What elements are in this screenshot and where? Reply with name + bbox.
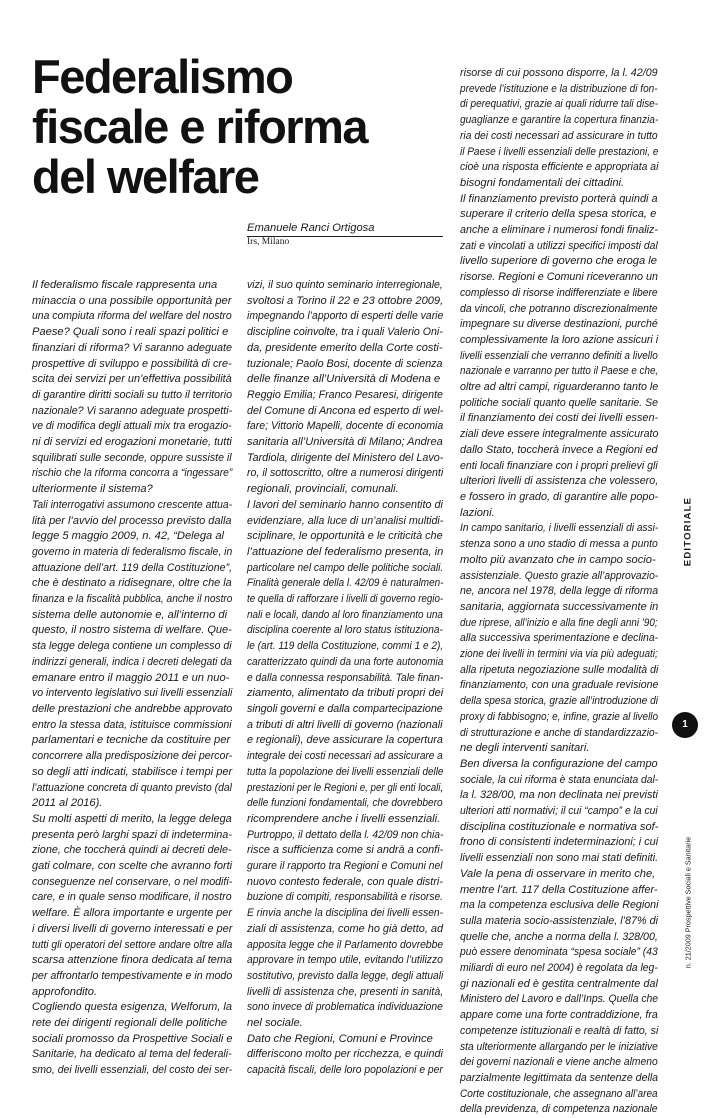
text-line: superare il criterio della spesa storica, e <box>460 208 657 221</box>
text-line: Su molti aspetti di merito, la legge delega <box>32 812 232 825</box>
text-line: l’attuazione concreta di quanto previsto (dal <box>32 781 232 794</box>
text-line: ziali deve essere integralmente assicurato <box>460 428 659 441</box>
text-line: della spesa storica, grazie all’introduzione di <box>460 695 658 708</box>
article-title <box>32 52 432 202</box>
text-line: frono di consistenti indeterminazioni; i cui <box>460 836 659 849</box>
text-line: nazionale e varranno per tutto il Paese e che, <box>460 365 659 378</box>
text-line: gati colmare, con scelte che avranno forti <box>32 860 233 873</box>
text-line: ria dei costi necessari ad assicurare in tutto <box>460 129 658 142</box>
section-tab <box>680 494 694 572</box>
text-line: ma la competenza esclusiva delle Regioni <box>460 899 659 912</box>
text-line: gi nazionali ed è gestita centralmente dal <box>460 977 658 990</box>
text-line: concorrere alla predisposizione dei percor- <box>32 750 233 763</box>
text-line: 2011 al 2016). <box>32 797 103 810</box>
text-line: welfare. È allora importante e urgente per <box>32 907 232 920</box>
text-line: l’attuazione del federalismo presenta, in <box>247 545 444 558</box>
text-line: da vincoli, che potranno discrezionalmente <box>460 302 658 315</box>
text-line: rete dei dirigenti regionali delle politiche <box>32 1017 228 1030</box>
text-line: ve di modifica degli attuali mix tra erogazio- <box>32 420 232 433</box>
text-line: In campo sanitario, i livelli essenziali di assi- <box>460 522 659 535</box>
text-line: livelli di assistenza che, presenti in sanità, <box>247 985 444 998</box>
text-line: Vale la pena di osservare in merito che, <box>460 867 656 880</box>
text-line: può essere denominata “spesa sociale” (43 <box>460 946 658 959</box>
text-line: Paese? Quali sono i reali spazi politici e <box>32 326 229 339</box>
text-line: Il federalismo fiscale rappresenta una <box>32 279 218 291</box>
text-line: tuzionale; Paolo Bosi, docente di scienza <box>247 357 443 370</box>
text-line: enti locali finanziare con i propri prelievi gli <box>460 459 658 472</box>
text-line: evidenziare, alla luce di un’analisi multidi- <box>247 514 444 527</box>
text-line: tutta la popolazione dei livelli essenziali delle <box>247 765 444 778</box>
text-line: entro la stessa data, istituisce commissioni <box>32 718 232 731</box>
text-line: prospettive di sviluppo e possibilità di cre- <box>32 357 232 370</box>
text-line: sciplinare, le opportunità e le criticità che <box>247 530 443 543</box>
text-line: particolare nel campo delle politiche sociali. <box>247 561 444 574</box>
text-line: Sanitarie, ha dedicato al tema del federali- <box>32 1048 232 1061</box>
text-line: te quella di rafforzare i livelli di governo regio- <box>247 593 444 606</box>
text-line: alla ripetuta negoziazione sulle modalità di <box>460 663 659 676</box>
text-line: proxy di fabbisogno; e, infine, grazie al livello <box>460 710 659 723</box>
text-line: di strutturazione e anche di standardizzazio- <box>460 726 658 739</box>
text-line: minaccia o una possibile opportunità per <box>32 294 232 307</box>
text-line: disciplina costituzionale e normativa sof- <box>460 820 659 833</box>
text-line: fare; Vittorio Mapelli, docente di economia <box>247 420 444 433</box>
text-line: della previdenza, di competenza nazionale <box>460 1103 658 1116</box>
text-line: competenze istituzionali e realtà di fatto, si <box>460 1024 659 1037</box>
text-line: impegnare su diverse destinazioni, purché <box>460 318 658 331</box>
text-line: e fossero in grado, di garantire alle popo- <box>460 490 659 503</box>
text-line: Tardiola, dirigente del Ministero del Lavo- <box>247 451 444 464</box>
text-line: approfondito. <box>32 985 98 998</box>
text-line: alla successiva sperimentazione e declina- <box>460 632 659 645</box>
text-line: oltre ad altri campi, riguarderanno tanto le <box>460 381 659 394</box>
text-line: smo, dei livelli essenziali, del costo dei ser- <box>32 1064 233 1077</box>
text-line: complessivamente la loro azione assicuri i <box>460 333 659 346</box>
text-line: livello superiore di governo che eroga le <box>460 255 657 268</box>
text-line: a tributi di altri livelli di governo (nazionali <box>247 718 443 731</box>
text-line: del Comune di Ancona ed esperto di wel- <box>247 404 444 417</box>
author-name: Emanuele Ranci Ortigosa <box>247 222 443 237</box>
text-line: emanare entro il maggio 2011 e un nuo- <box>32 671 230 684</box>
text-line: lità per l’avvio del processo previsto dalla <box>32 514 232 527</box>
text-line: Tali interrogativi assumono crescente attua- <box>32 498 233 511</box>
text-line: delle prestazioni che andrebbe approvato <box>32 702 233 715</box>
text-line: discipline coinvolte, tra i quali Valerio Oni- <box>247 326 443 339</box>
text-line: assistenziale. Questo grazie all’approvazio- <box>460 569 659 582</box>
text-line: ne, ancora nel 1978, della legge di riforma <box>460 585 659 598</box>
text-line: ziamento, alimentato da tributi propri dei <box>247 687 444 700</box>
text-line: gurare il rapporto tra Regioni e Comuni nel <box>247 860 443 873</box>
text-line: parzialmente legittimata da sentenze della <box>460 1072 659 1084</box>
text-line: parlamentari e tecniche da costituire per <box>32 734 231 747</box>
text-line: di garantire diritti sociali su tutto il territorio <box>32 388 233 401</box>
text-line: guaglianze e garantire la copertura finanzia- <box>460 114 659 127</box>
text-line: care, e in quale senso modificare, il nostro <box>32 891 232 904</box>
text-line: nali e locali, dando al loro finanziamento una <box>247 608 443 621</box>
text-line: zione dei livelli in termini via via più adeguati; <box>460 648 658 661</box>
text-line: singoli governi e dalla compartecipazione <box>247 702 443 715</box>
text-line: nuovo contesto federale, con quale distri- <box>247 875 443 888</box>
text-column-3 <box>460 66 658 1118</box>
text-line: vizi, il suo quinto seminario interregionale, <box>247 279 443 291</box>
text-line: legge 5 maggio 2009, n. 42, “Delega al <box>32 530 225 543</box>
text-line: sulla materia socio-assistenziale, l’87% di <box>460 914 658 927</box>
text-line: sta ulteriormente allargando per le iniziative <box>460 1040 658 1053</box>
text-line: questo, il nostro sistema di welfare. Que- <box>32 624 232 637</box>
text-line: so degli atti indicati, stabilisce i tempi per <box>32 765 233 778</box>
text-line: capacità fiscali, delle loro popolazioni e per <box>247 1064 443 1077</box>
text-line: tutti gli operatori del settore andare oltre alla <box>32 938 233 951</box>
page-number-badge: 1 <box>672 712 698 738</box>
text-line: I lavori del seminario hanno consentito di <box>247 498 443 511</box>
text-line: bisogni fondamentali dei cittadini. <box>460 176 625 189</box>
text-line: svoltosi a Torino il 22 e 23 ottobre 2009, <box>247 294 444 307</box>
text-line: politiche sociali quanto quelle sanitarie. Se <box>460 396 658 409</box>
text-line: ne degli interventi sanitari. <box>460 742 590 755</box>
text-line: governo in materia di federalismo fiscale, in <box>32 545 233 558</box>
text-line: livelli essenziali che verranno definiti a livello <box>460 349 658 362</box>
text-line: il finanziamento dei costi dei livelli essen- <box>460 412 659 425</box>
text-line: vo intervento legislativo sui livelli essenziali <box>32 687 233 700</box>
text-line: E rinvia anche la disciplina dei livelli essen- <box>247 907 444 920</box>
text-line: e regionali), deve assicurare la copertura <box>247 734 443 747</box>
text-line: le (art. 119 della Costituzione, commi 1 e 2), <box>247 640 444 653</box>
text-line: scarsa attenzione finora dedicata al tema <box>32 954 233 967</box>
title-line: fiscale e riforma <box>32 100 368 153</box>
text-line: delle funzioni fondamentali, che dovrebbero <box>247 797 443 810</box>
text-line: ricomprendere anche i livelli essenziali. <box>247 812 441 825</box>
text-line: zati e vincolati a utilizzi specifici imposti dal <box>460 239 658 252</box>
text-line: nazionale? Vi saranno adeguate prospetti- <box>32 404 233 417</box>
text-line: approvare in tempo utile, evitando l’utilizzo <box>247 954 443 967</box>
text-line: sociali promosso da Prospettive Sociali e <box>32 1032 233 1045</box>
text-line: Reggio Emilia; Franco Pesaresi, dirigente <box>247 388 443 401</box>
text-line: rischio che la riforma concorra a “ingessare” <box>32 467 233 480</box>
text-line: differiscono molto per ricchezza, e quindi <box>247 1048 443 1061</box>
text-line: buzione di compiti, responsabilità e risorse. <box>247 891 444 904</box>
text-line: Ministero del Lavoro e dall’Inps. Quella che <box>460 993 659 1006</box>
text-line: delle finanze all’Università di Modena e <box>247 373 441 386</box>
text-line: zione, che toccherà quindi ai decreti dele- <box>32 844 232 857</box>
text-line: finanziamento, con una graduale revisione <box>460 679 659 692</box>
text-line: nel sociale. <box>247 1017 303 1030</box>
text-line: caratterizzato quindi da una forte autonomia <box>247 655 444 668</box>
journal-reference: n. 21/2009 Prospettive Sociali e Sanitarie <box>683 836 693 969</box>
text-line: sociale, la cui riforma è stata enunciata dal- <box>460 773 659 786</box>
text-line: complesso di risorse indifferenziate e libere <box>460 286 658 299</box>
text-line: Dato che Regioni, Comuni e Province <box>247 1032 433 1045</box>
text-line: scita dei servizi per un’effettiva possibilità <box>32 373 232 386</box>
text-line: sistema delle autonomie e, all’interno di <box>32 608 228 621</box>
text-line: Cogliendo questa esigenza, Welforum, la <box>32 1001 232 1014</box>
text-line: sono invece di problematica individuazione <box>247 1001 443 1014</box>
text-line: finanziari di riforma? Vi saranno adeguate <box>32 341 233 354</box>
text-line: livelli essenziali non sono mai stati definiti. <box>460 852 659 865</box>
text-line: Corte costituzionale, che assegnano all’area <box>460 1087 658 1100</box>
text-line: presenta però larghi spazi di indetermina- <box>32 828 232 841</box>
text-line: regionali, provinciali, comunali. <box>247 483 399 496</box>
text-line: molto più avanzato che in campo socio- <box>460 553 656 566</box>
text-line: una compiuta riforma del welfare del nostro <box>32 310 232 323</box>
text-line: il Paese i livelli essenziali delle prestazioni, e <box>460 145 659 158</box>
text-line: sanitaria all’Università di Milano; Andrea <box>247 436 443 449</box>
text-line: squilibrati sulle seconde, oppure sussiste il <box>32 451 232 464</box>
text-line: per affrontarlo tempestivamente e in modo <box>32 969 233 982</box>
text-line: stenza sono a uno stadio di messa a punto <box>460 538 658 551</box>
text-line: la l. 328/00, ma non declinata nei previsti <box>460 789 658 802</box>
title-line: Federalismo <box>32 50 293 103</box>
text-line: di perequativi, grazie ai quali ridurre tali dise- <box>460 98 659 111</box>
text-line: ulteriori livelli di assistenza che volessero, <box>460 475 659 488</box>
text-line: sanitaria, aggiornata successivamente in <box>460 600 659 613</box>
text-line: attuazione dell’art. 119 della Costituzione”, <box>32 561 233 574</box>
text-line: mentre l’art. 117 della Costituzione affer- <box>460 883 658 896</box>
author-affiliation: Irs, Milano <box>247 237 290 247</box>
text-line: due riprese, all’inizio e alla fine degli anni ’90; <box>460 616 658 629</box>
title-line: del welfare <box>32 150 259 203</box>
text-line: Ben diversa la configurazione del campo <box>460 757 658 770</box>
text-line: risce a sufficienza come si andrà a confi- <box>247 844 444 857</box>
text-line: ulteriormente il sistema? <box>32 483 153 496</box>
text-line: apposita legge che il Parlamento dovrebbe <box>247 938 444 951</box>
text-line: risorse di cui possono disporre, la l. 42/09 <box>460 67 658 79</box>
text-line: e dalla connessa responsabilità. Tale finan- <box>247 671 444 684</box>
text-line: Purtroppo, il dettato della l. 42/09 non chia- <box>247 828 444 841</box>
text-line: dallo Stato, toccherà invece a Regioni ed <box>460 443 658 456</box>
text-line: disciplina coerente al loro status istituziona- <box>247 624 443 637</box>
text-line: miliardi di euro nel 2004) è regolata da leg- <box>460 962 658 975</box>
section-label: EDITORIALE <box>682 496 694 567</box>
text-line: indirizzi generali, indica i decreti delegati da <box>32 655 232 668</box>
text-line: prevede l’istituzione e la distribuzione di fon- <box>460 82 658 95</box>
text-line: sostitutivo, previsto dalla legge, degli attuali <box>247 969 444 982</box>
text-line: ro, il sottoscritto, oltre a numerosi dirigenti <box>247 467 444 480</box>
text-column-2 <box>247 278 443 1079</box>
text-line: lazioni. <box>460 506 495 519</box>
text-line: anche a eliminare i numerosi fondi finaliz- <box>460 224 658 237</box>
text-line: ulteriori atti normativi; il cui “campo” e la cui <box>460 805 658 818</box>
text-line: Finalità generale della l. 42/09 è naturalmen- <box>247 577 444 590</box>
text-line: ni di servizi ed erogazioni monetarie, tutti <box>32 436 232 449</box>
text-line: risorse. Regioni e Comuni riceveranno un <box>460 271 658 284</box>
text-line: prestazioni per le Regioni e, per gli enti locali, <box>247 781 444 794</box>
text-line: che è destinato a ridisegnare, oltre che la <box>32 577 232 590</box>
text-line: conseguenze nel conservare, o nel modifi- <box>32 875 233 888</box>
text-line: finanza e la fiscalità pubblica, anche il nostro <box>32 593 233 606</box>
text-line: quelle che, anche a norma della l. 328/00, <box>460 930 658 943</box>
text-line: impegnando l’apporto di esperti delle varie <box>247 310 444 323</box>
text-line: Il finanziamento previsto porterà quindi a <box>460 192 658 205</box>
text-line: sta legge delega contiene un complesso di <box>32 640 232 653</box>
text-line: i diversi livelli di governo interessati e per <box>32 922 233 935</box>
text-line: dei governi nazionali e viene anche almeno <box>460 1056 658 1069</box>
text-column-1 <box>32 278 232 1079</box>
text-line: ziali di assistenza, come ho già detto, ad <box>247 922 444 935</box>
text-line: integrale dei costi necessari ad assicurare a <box>247 750 443 763</box>
text-line: appare come una forte contraddizione, fra <box>460 1009 658 1022</box>
text-line: cioè una risposta efficiente e appropriata ai <box>460 161 659 174</box>
text-line: da, presidente emerito della Corte costi- <box>247 341 443 354</box>
